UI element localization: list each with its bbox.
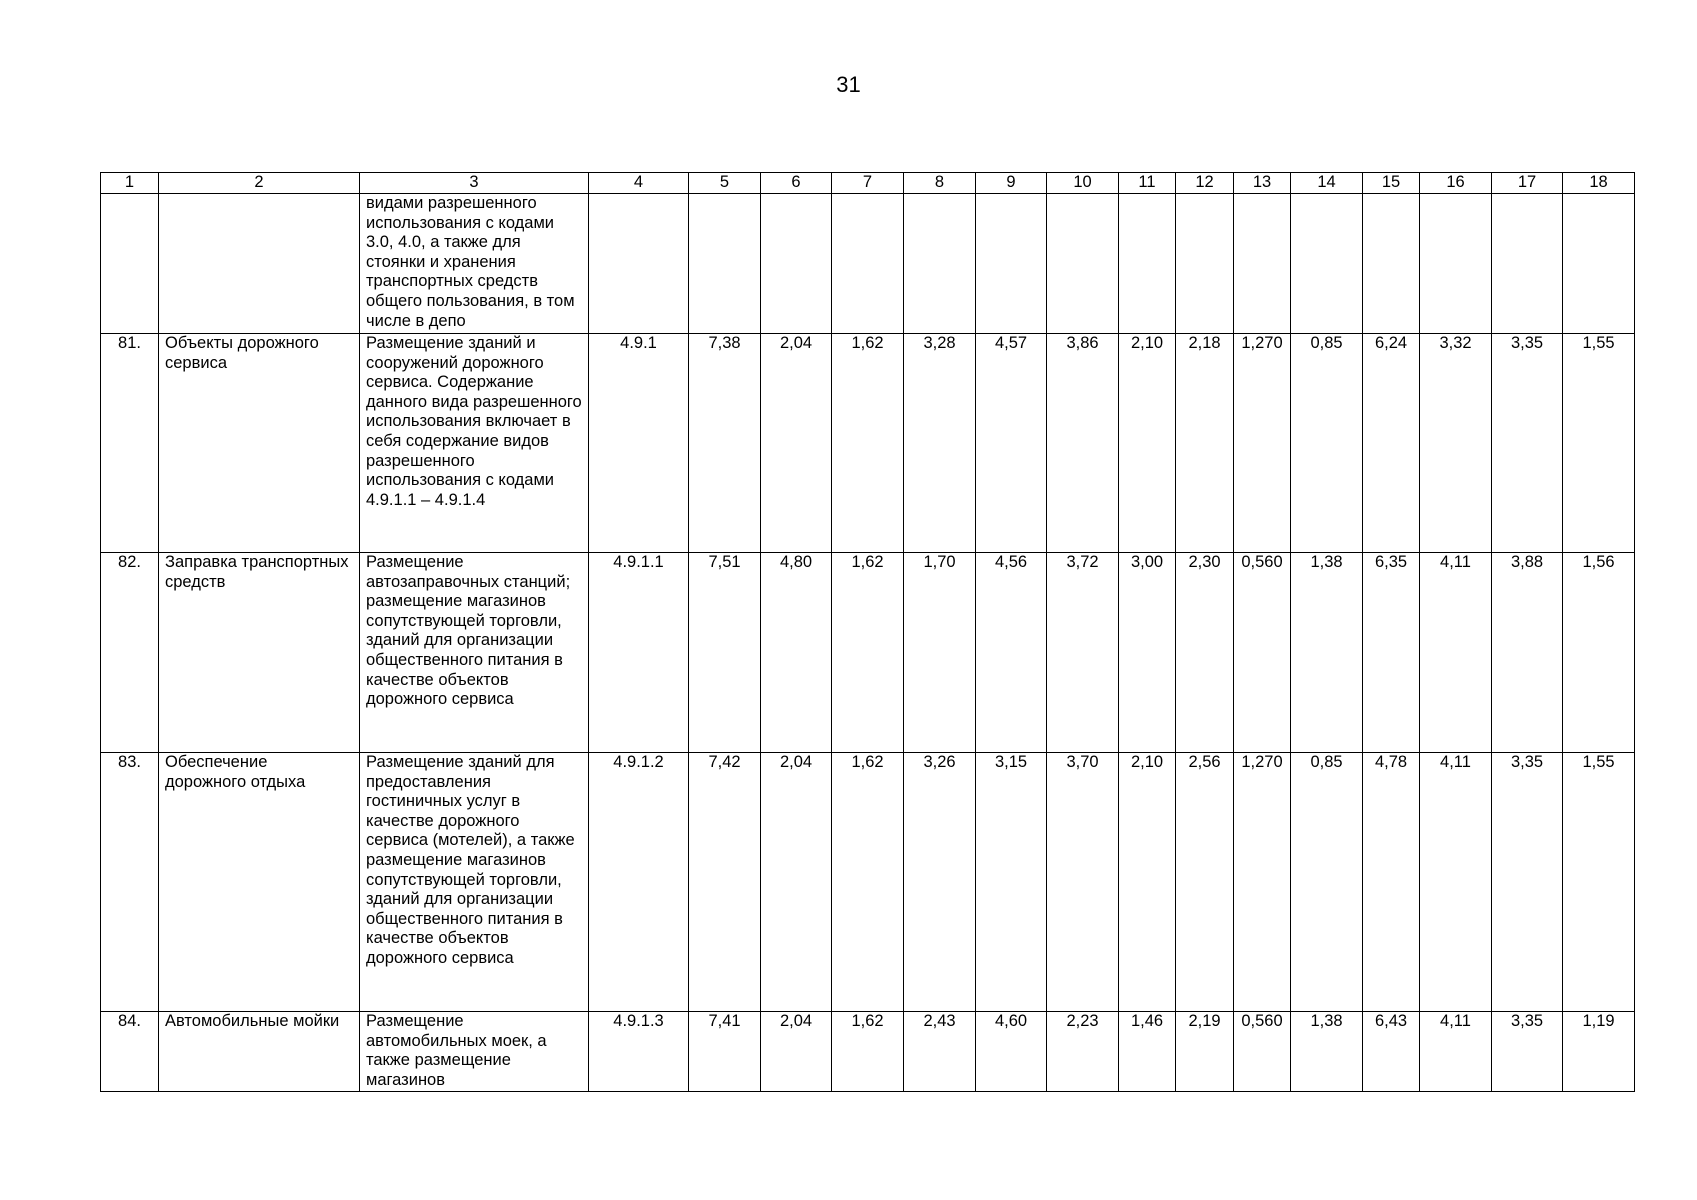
value-cell-col-10: 3,72 [1047,553,1119,753]
value-cell-col-12: 2,30 [1176,553,1234,753]
value-cell-col-13 [1234,194,1291,334]
value-cell-col-6: 4,80 [761,553,832,753]
code-cell: 4.9.1.3 [589,1012,689,1092]
value-cell-col-6: 2,04 [761,1012,832,1092]
code-cell: 4.9.1 [589,334,689,553]
value-cell-col-16: 4,11 [1420,1012,1492,1092]
value-cell-col-9: 4,60 [976,1012,1047,1092]
value-cell-col-8: 1,70 [904,553,976,753]
description-cell: Размещение зданий и сооружений дорожного сервиса. Содержание данного вида разрешенного использования включает в себя содержание видов разрешенного использования с кодами 4.9.1.1 – 4.9.1.4 [360,334,589,553]
value-cell-col-7: 1,62 [832,1012,904,1092]
code-cell [589,194,689,334]
value-cell-col-8: 2,43 [904,1012,976,1092]
column-header-14: 14 [1291,173,1363,194]
column-header-17: 17 [1492,173,1563,194]
value-cell-col-13: 0,560 [1234,1012,1291,1092]
value-cell-col-10: 3,86 [1047,334,1119,553]
name-cell: Обеспечение дорожного отдыха [159,753,360,1012]
header-row [101,173,1697,194]
value-cell-col-5: 7,41 [689,1012,761,1092]
value-cell-col-18: 1,19 [1563,1012,1635,1092]
value-cell-col-14: 1,38 [1291,1012,1363,1092]
value-cell-col-10: 2,23 [1047,1012,1119,1092]
value-cell-col-11: 1,46 [1119,1012,1176,1092]
column-header-11: 11 [1119,173,1176,194]
value-cell-col-9: 3,15 [976,753,1047,1012]
column-header-1: 1 [101,173,159,194]
description-cell: Размещение автозаправочных станций; размещение магазинов сопутствующей торговли, зданий для организации общественного питания в качестве объектов дорожного сервиса [360,553,589,753]
row-number-cell: 83. [101,753,159,1012]
value-cell-col-7: 1,62 [832,334,904,553]
value-cell-col-7: 1,62 [832,553,904,753]
code-cell: 4.9.1.2 [589,753,689,1012]
name-cell: Заправка транспортных средств [159,553,360,753]
table-row [101,194,1697,334]
value-cell-col-5: 7,51 [689,553,761,753]
value-cell-col-16: 4,11 [1420,753,1492,1012]
value-cell-col-13: 1,270 [1234,753,1291,1012]
name-cell: Автомобильные мойки [159,1012,360,1092]
value-cell-col-5: 7,38 [689,334,761,553]
value-cell-col-15: 6,24 [1363,334,1420,553]
value-cell-col-17 [1492,194,1563,334]
value-cell-col-17: 3,35 [1492,1012,1563,1092]
value-cell-col-12: 2,56 [1176,753,1234,1012]
column-header-13: 13 [1234,173,1291,194]
value-cell-col-16: 3,32 [1420,334,1492,553]
table-row [101,553,1697,753]
value-cell-col-7 [832,194,904,334]
value-cell-col-6: 2,04 [761,753,832,1012]
value-cell-col-18 [1563,194,1635,334]
value-cell-col-6: 2,04 [761,334,832,553]
value-cell-col-15: 4,78 [1363,753,1420,1012]
value-cell-col-12: 2,19 [1176,1012,1234,1092]
value-cell-col-11: 2,10 [1119,334,1176,553]
value-cell-col-16: 4,11 [1420,553,1492,753]
page-number: 31 [836,72,861,97]
column-header-3: 3 [360,173,589,194]
value-cell-col-15: 6,35 [1363,553,1420,753]
value-cell-col-8 [904,194,976,334]
value-cell-col-18: 1,56 [1563,553,1635,753]
row-number-cell: 81. [101,334,159,553]
value-cell-col-12: 2,18 [1176,334,1234,553]
column-header-8: 8 [904,173,976,194]
value-cell-col-14: 1,38 [1291,553,1363,753]
value-cell-col-8: 3,28 [904,334,976,553]
value-cell-col-11: 3,00 [1119,553,1176,753]
code-cell: 4.9.1.1 [589,553,689,753]
value-cell-col-16 [1420,194,1492,334]
value-cell-col-9: 4,56 [976,553,1047,753]
value-cell-col-12 [1176,194,1234,334]
table-row [101,334,1697,553]
column-header-6: 6 [761,173,832,194]
column-header-15: 15 [1363,173,1420,194]
column-header-9: 9 [976,173,1047,194]
value-cell-col-11 [1119,194,1176,334]
value-cell-col-11: 2,10 [1119,753,1176,1012]
column-header-7: 7 [832,173,904,194]
column-header-2: 2 [159,173,360,194]
value-cell-col-9 [976,194,1047,334]
column-header-18: 18 [1563,173,1635,194]
value-cell-col-13: 0,560 [1234,553,1291,753]
value-cell-col-15 [1363,194,1420,334]
value-cell-col-18: 1,55 [1563,753,1635,1012]
value-cell-col-14: 0,85 [1291,753,1363,1012]
description-cell: Размещение автомобильных моек, а также размещение магазинов [360,1012,589,1092]
value-cell-col-10 [1047,194,1119,334]
value-cell-col-17: 3,35 [1492,753,1563,1012]
value-cell-col-17: 3,88 [1492,553,1563,753]
name-cell: Объекты дорожного сервиса [159,334,360,553]
description-cell: видами разрешенного использования с кодами 3.0, 4.0, а также для стоянки и хранения транспортных средств общего пользования, в том числе в депо [360,194,589,334]
value-cell-col-14 [1291,194,1363,334]
description-cell: Размещение зданий для предоставления гостиничных услуг в качестве дорожного сервиса (мотелей), а также размещение магазинов сопутствующей торговли, зданий для организации общественного питания в качестве объектов дорожного сервиса [360,753,589,1012]
value-cell-col-10: 3,70 [1047,753,1119,1012]
column-header-10: 10 [1047,173,1119,194]
data-table [100,172,1697,1092]
value-cell-col-6 [761,194,832,334]
column-header-5: 5 [689,173,761,194]
value-cell-col-5: 7,42 [689,753,761,1012]
row-number-cell: 82. [101,553,159,753]
column-header-16: 16 [1420,173,1492,194]
name-cell [159,194,360,334]
value-cell-col-5 [689,194,761,334]
value-cell-col-8: 3,26 [904,753,976,1012]
row-number-cell [101,194,159,334]
value-cell-col-14: 0,85 [1291,334,1363,553]
value-cell-col-15: 6,43 [1363,1012,1420,1092]
value-cell-col-17: 3,35 [1492,334,1563,553]
column-header-4: 4 [589,173,689,194]
value-cell-col-9: 4,57 [976,334,1047,553]
value-cell-col-18: 1,55 [1563,334,1635,553]
value-cell-col-13: 1,270 [1234,334,1291,553]
value-cell-col-7: 1,62 [832,753,904,1012]
table-row [101,753,1697,1012]
table-row [101,1012,1697,1092]
column-header-12: 12 [1176,173,1234,194]
row-number-cell: 84. [101,1012,159,1092]
